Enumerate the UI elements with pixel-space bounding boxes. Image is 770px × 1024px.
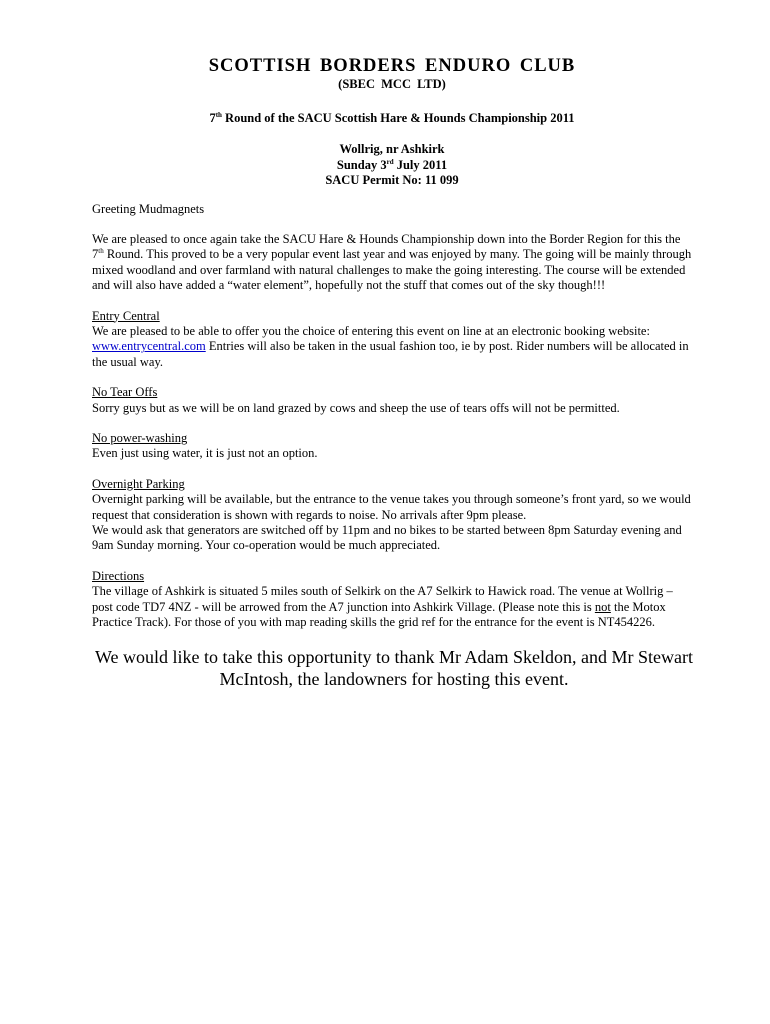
directions-paragraph [92,584,692,630]
document-header [92,55,692,189]
powerwash-text: Even just using water, it is just not an option. [92,446,318,461]
directions-text-2: the Motox Practice Track). For those of you with map reading skills the grid ref for the entrance for the event is NT454226. [92,599,666,630]
entry-text-2: Entries will also be taken in the usual fashion too, ie by post. Rider numbers will be allocated in the usual way. [92,339,689,369]
event-date-day: Sunday 3 [336,157,387,172]
powerwash-heading: No power-washing [92,430,188,445]
round-text: Round of the SACU Scottish Hare & Hounds Championship 2011 [221,111,575,125]
entry-heading: Entry Central [92,308,160,323]
venue-block [92,142,692,189]
club-title: SCOTTISH BORDERS ENDURO CLUB [208,56,576,76]
directions-text-1: The village of Ashkirk is situated 5 miles south of Selkirk on the A7 Selkirk to Hawick road. The venue at Wollrig – post code TD7 4NZ - will be arrowed from the A7 junction into Ashkirk Village. (Please note this is [92,584,673,614]
club-subtitle: (SBEC MCC LTD) [338,77,446,91]
tearoffs-heading: No Tear Offs [92,385,158,400]
event-date-ordinal: rd [386,157,394,166]
section-power-washing [92,431,692,462]
parking-heading: Overnight Parking [92,476,185,491]
permit-number: SACU Permit No: 11 099 [325,173,459,187]
round-heading [92,111,692,126]
document-page [92,55,692,690]
intro-ordinal: th [98,247,104,256]
round-number: 7 [209,111,216,125]
event-date-month: July 2011 [393,157,448,172]
parking-text-1: Overnight parking will be available, but the entrance to the venue takes you through someone’s front yard, so we would request that consideration is shown with regards to noise. No arrivals after 9pm please. [92,492,691,522]
entry-paragraph [92,324,692,370]
section-entry [92,309,692,371]
parking-text-2: We would ask that generators are switched off by 11pm and no bikes to be started between 8pm Saturday evening and 9am Sunday morning. Your co-operation would be much appreciated. [92,523,682,553]
section-tear-offs [92,385,692,416]
intro-text-1: We are pleased to once again take the SACU Hare & Hounds Championship down into the Border Region for this the 7 [92,231,681,262]
intro-paragraph [92,232,692,294]
venue-location: Wollrig, nr Ashkirk [339,142,445,156]
tearoffs-text: Sorry guys but as we will be on land grazed by cows and sheep the use of tears offs will not be permitted. [92,400,620,415]
thanks-note: We would like to take this opportunity to thank Mr Adam Skeldon, and Mr Stewart McIntosh, the landowners for hosting this event. [95,647,693,690]
directions-not: not [594,599,611,614]
round-ordinal: th [215,110,222,119]
event-date [92,158,692,174]
greeting: Greeting Mudmagnets [92,201,205,216]
entry-text-1: We are pleased to be able to offer you the choice of entering this event on line at an electronic booking website: [92,323,650,338]
document-body [92,202,692,631]
section-parking [92,477,692,554]
entrycentral-link[interactable]: www.entrycentral.com [92,339,206,354]
directions-heading: Directions [92,568,145,583]
section-directions [92,569,692,631]
intro-text-2: Round. This proved to be a very popular event last year and was enjoyed by many. The going will be mainly through mixed woodland and over farmland with natural challenges to make the going interesting. The course will be extended and will also have added a “water element”, hopefully not the stuff that comes out of the sky though!!! [92,247,692,293]
